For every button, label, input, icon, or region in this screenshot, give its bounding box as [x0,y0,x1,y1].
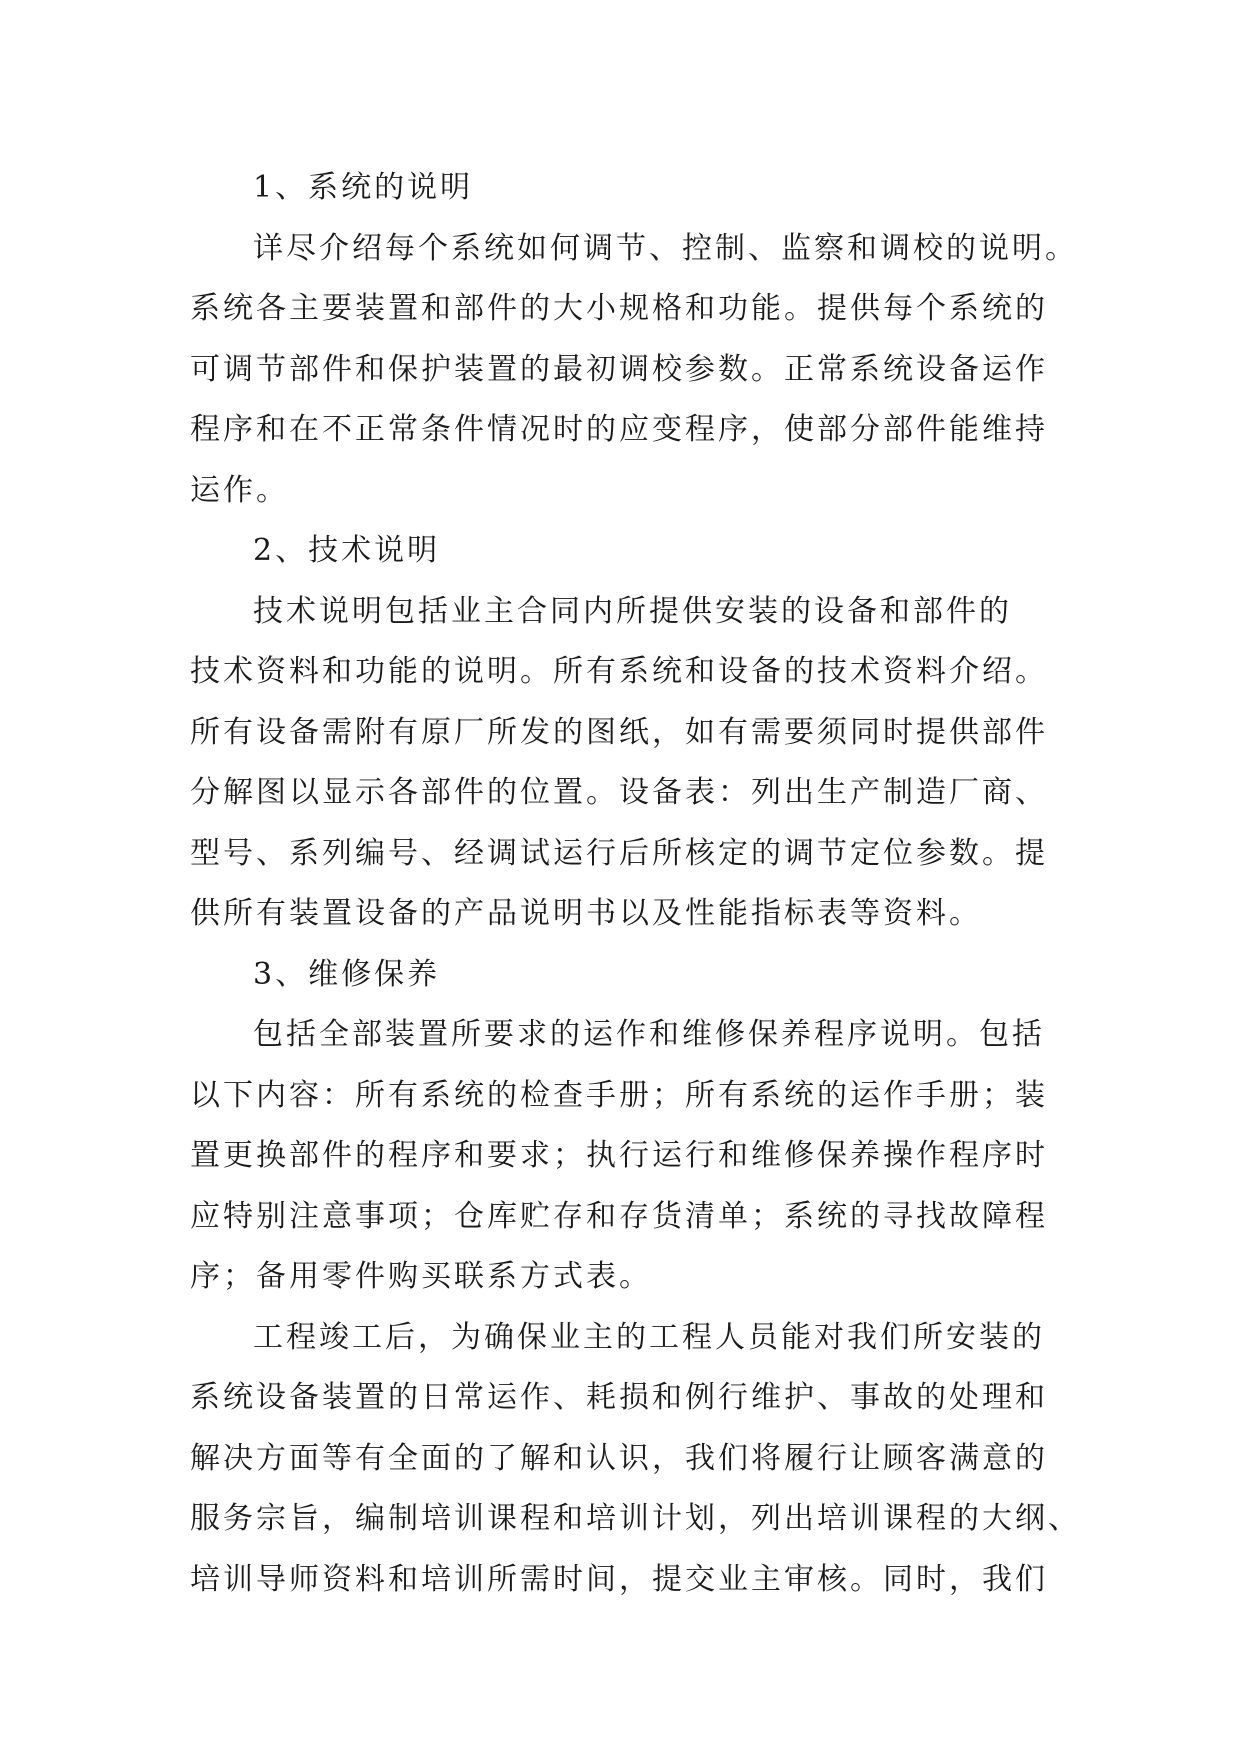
paragraph-line: 系统设备装置的日常运作、耗损和例行维护、事故的处理和 [190,1380,1048,1415]
paragraph-line: 详尽介绍每个系统如何调节、控制、监察和调校的说明。 [253,230,1078,266]
paragraph-line: 技术说明包括业主合同内所提供安装的设备和部件的 [253,593,1012,629]
paragraph-line: 置更换部件的程序和要求；执行运行和维修保养操作程序时 [190,1138,1048,1173]
paragraph-line: 服务宗旨，编制培训课程和培训计划，列出培训课程的大纲、 [190,1501,1081,1536]
paragraph-line: 程序和在不正常条件情况时的应变程序，使部分部件能维持 [190,412,1048,447]
section-heading: 2、技术说明 [253,533,441,568]
paragraph-line: 供所有装置设备的产品说明书以及性能指标表等资料。 [190,896,982,931]
paragraph-line: 以下内容：所有系统的检查手册；所有系统的运作手册；装 [190,1077,1048,1113]
section-heading: 3、维修保养 [253,956,441,992]
section-heading: 1、系统的说明 [253,170,474,205]
paragraph-line: 分解图以显示各部件的位置。设备表：列出生产制造厂商、 [190,775,1048,810]
paragraph-line: 包括全部装置所要求的运作和维修保养程序说明。包括 [253,1017,1045,1052]
paragraph-line: 型号、系列编号、经调试运行后所核定的调节定位参数。提 [190,835,1048,871]
paragraph-line: 工程竣工后，为确保业主的工程人员能对我们所安装的 [253,1319,1045,1355]
paragraph-line: 解决方面等有全面的了解和认识，我们将履行让顾客满意的 [190,1440,1048,1476]
paragraph-line: 所有设备需附有原厂所发的图纸，如有需要须同时提供部件 [190,714,1048,750]
paragraph-line: 系统各主要装置和部件的大小规格和功能。提供每个系统的 [190,291,1048,326]
paragraph-line: 序；备用零件购买联系方式表。 [190,1259,652,1294]
paragraph-line: 技术资料和功能的说明。所有系统和设备的技术资料介绍。 [190,654,1048,689]
paragraph-line: 培训导师资料和培训所需时间，提交业主审核。同时，我们 [190,1561,1048,1597]
document-body [190,158,1090,1610]
paragraph-line: 应特别注意事项；仓库贮存和存货清单；系统的寻找故障程 [190,1198,1048,1234]
paragraph-line: 运作。 [190,472,289,508]
paragraph-line: 可调节部件和保护装置的最初调校参数。正常系统设备运作 [190,351,1048,387]
